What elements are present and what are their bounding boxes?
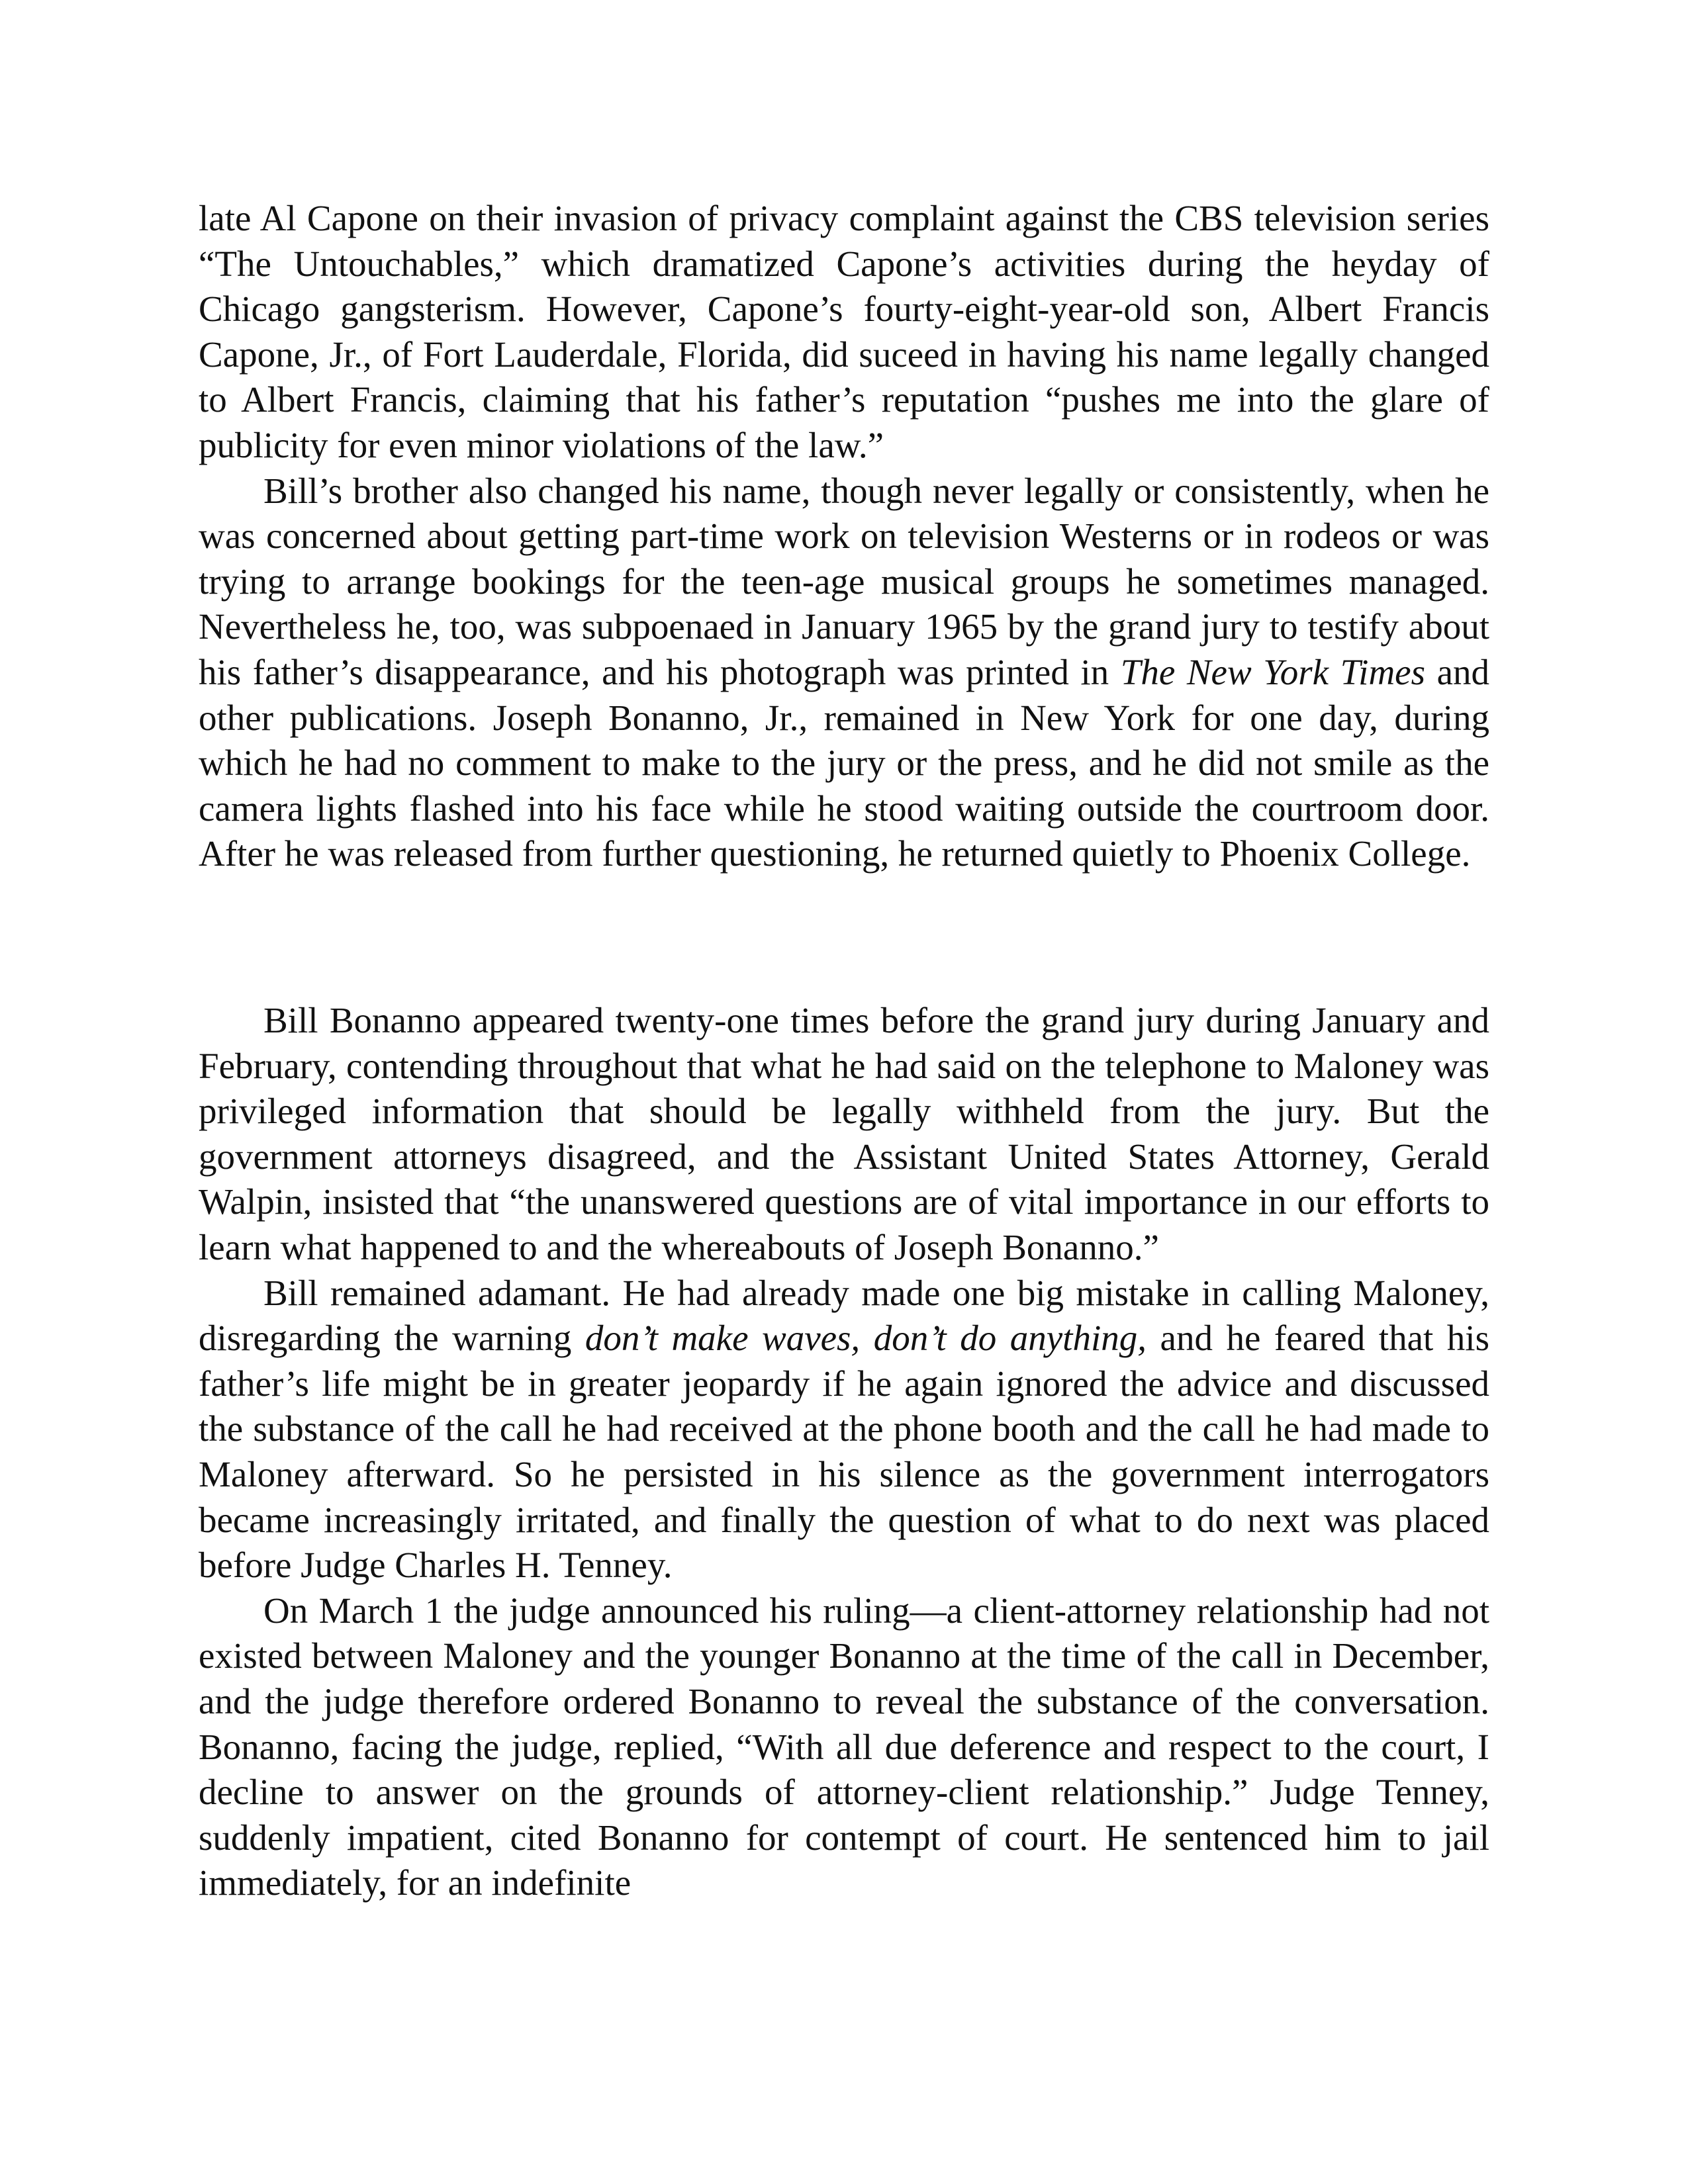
paragraph-text: Bill remained adamant. He had already made one big mistake in calling Maloney, disregarding the warning	[199, 1272, 1489, 1359]
section-1	[199, 196, 1489, 877]
paragraph-bill-adamant	[199, 1271, 1489, 1588]
paragraph-text: Bill’s brother also changed his name, though never legally or consistently, when he was concerned about getting part-time work on television Westerns or in rodeos or was trying to arrange bookings for the teen-age musical groups he sometimes managed. Nevertheless he, too, was subpoenaed in January 1965 by the grand jury to testify about his father’s disappearance, and his photograph was printed in	[199, 470, 1489, 692]
paragraph-text: and he feared that his father’s life might be in greater jeopardy if he again ignored the advice and discussed the substance of the call he had received at the phone booth and the call he had made to Maloney afterward. So he persisted in his silence as the government interrogators became increasingly irritated, and finally the question of what to do next was placed before Judge Charles H. Tenney.	[199, 1318, 1489, 1586]
newspaper-title-italic: The New York Times	[1120, 651, 1425, 692]
warning-italic: don’t make waves, don’t do anything,	[585, 1318, 1147, 1359]
paragraph-grand-jury: Bill Bonanno appeared twenty-one times before the grand jury during January and February, contending throughout that what he had said on the telephone to Maloney was privileged information that should be legally withheld from the jury. But the government attorneys disagreed, and the Assistant United States Attorney, Gerald Walpin, insisted that “the unanswered questions are of vital importance in our efforts to learn what happened to and the whereabouts of Joseph Bonanno.”	[199, 1000, 1489, 1267]
section-2	[199, 998, 1489, 1906]
paragraph-capone-continuation: late Al Capone on their invasion of privacy complaint against the CBS television series “The Untouchables,” which dramatized Capone’s activities during the heyday of Chicago gangsterism. However, Capone’s fourty-eight-year-old son, Albert Francis Capone, Jr., of Fort Lauderdale, Florida, did suceed in having his name legally changed to Albert Francis, claiming that his father’s reputation “pushes me into the glare of publicity for even minor violations of the law.”	[199, 198, 1489, 465]
paragraph-judge-ruling: On March 1 the judge announced his ruling—a client-attorney relationship had not existed between Maloney and the younger Bonanno at the time of the call in December, and the judge therefore ordered Bonanno to reveal the substance of the conversation. Bonanno, facing the judge, replied, “With all due deference and respect to the court, I decline to answer on the grounds of attorney-client relationship.” Judge Tenney, suddenly impatient, cited Bonanno for contempt of court. He sentenced him to jail immediately, for an indefinite	[199, 1590, 1489, 1903]
paragraph-bills-brother	[199, 469, 1489, 877]
paragraph-text: and other publications. Joseph Bonanno, Jr., remained in New York for one day, during which he had no comment to make to the jury or the press, and he did not smile as the camera lights flashed into his face while he stood waiting outside the courtroom door. After he was released from further questioning, he returned quietly to Phoenix College.	[199, 651, 1489, 874]
